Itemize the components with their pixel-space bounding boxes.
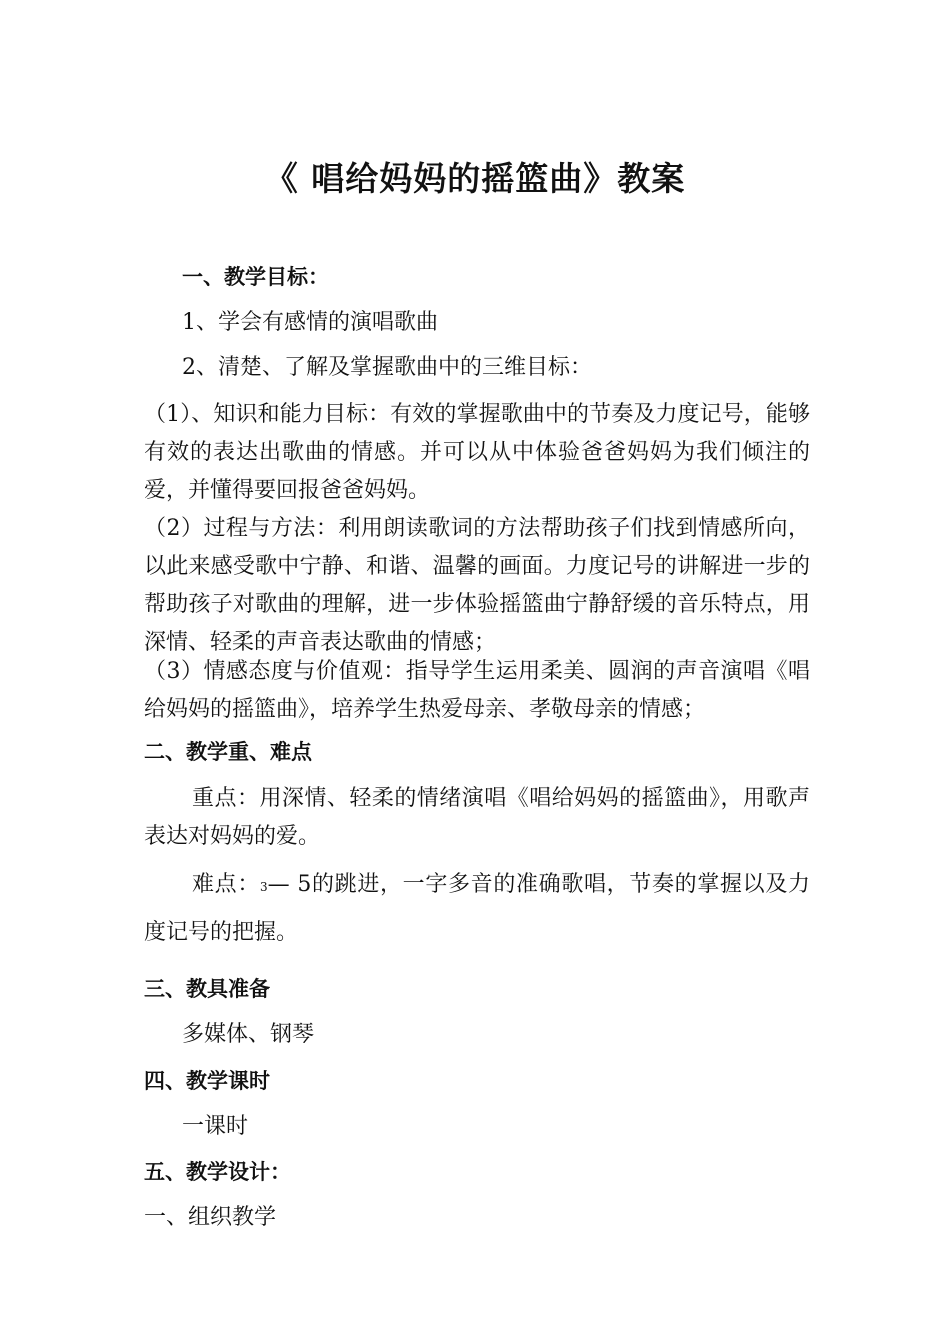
difficulty-text: — 5的跳进，一字多音的准确歌唱，节奏的掌握以及力度记号的把握。 xyxy=(144,872,810,945)
difficulty-prefix: 难点： xyxy=(192,872,261,897)
section-heading-teaching-design: 五、教学设计： xyxy=(144,1160,291,1184)
section-heading-key-points: 二、教学重、难点 xyxy=(144,740,312,764)
teaching-aids-text: 多媒体、钢琴 xyxy=(182,1022,315,1047)
section-heading-teaching-aids: 三、教具准备 xyxy=(144,977,270,1001)
class-hours-text: 一课时 xyxy=(182,1114,249,1139)
key-point-paragraph: 重点：用深情、轻柔的情绪演唱《唱给妈妈的摇篮曲》，用歌声表达对妈妈的爱。 xyxy=(144,786,810,849)
teaching-design-item-1: 一、组织教学 xyxy=(144,1205,277,1230)
section-heading-objectives: 一、教学目标： xyxy=(182,265,329,289)
objective-item-1: 1、学会有感情的演唱歌曲 xyxy=(182,310,438,335)
objective-emotion-paragraph: （3）情感态度与价值观：指导学生运用柔美、圆润的声音演唱《唱给妈妈的摇篮曲》，培养学生热爱母亲、孝敬母亲的情感； xyxy=(144,659,810,722)
section-heading-class-hours: 四、教学课时 xyxy=(144,1069,270,1093)
objective-process-paragraph: （2）过程与方法：利用朗读歌词的方法帮助孩子们找到情感所向，以此来感受歌中宁静、和谐、温馨的画面。力度记号的讲解进一步的帮助孩子对歌曲的理解，进一步体验摇篮曲宁静舒缓的音乐特点，用深情、轻柔的声音表达歌曲的情感； xyxy=(144,516,810,655)
difficulty-paragraph xyxy=(144,862,810,956)
document-title: 《 唱给妈妈的摇篮曲》教案 xyxy=(264,159,686,198)
objective-item-2: 2、清楚、了解及掌握歌曲中的三维目标： xyxy=(182,355,592,380)
difficulty-small-numeral: 3 xyxy=(260,880,268,894)
objective-knowledge-paragraph: （1）、知识和能力目标：有效的掌握歌曲中的节奏及力度记号，能够有效的表达出歌曲的情感。并可以从中体验爸爸妈妈为我们倾注的爱，并懂得要回报爸爸妈妈。 xyxy=(144,402,810,503)
